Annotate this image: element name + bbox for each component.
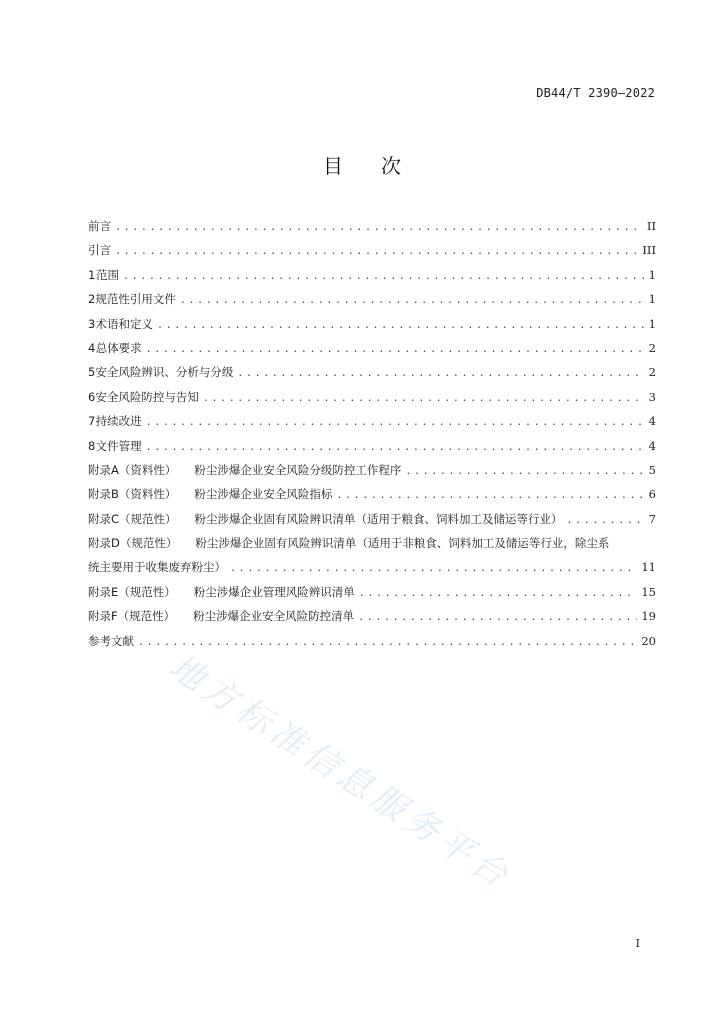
toc-number: 5 — [88, 365, 96, 380]
toc-page: 7 — [648, 511, 656, 526]
appendix-tag: 附录D（规范性） — [88, 536, 178, 551]
page-title — [0, 150, 724, 179]
toc-page: 4 — [648, 414, 656, 429]
toc-leader — [123, 265, 645, 287]
toc-leader — [405, 460, 644, 482]
toc-number: 4 — [88, 340, 96, 355]
title-char-1: 目 — [323, 154, 343, 178]
toc-number: 6 — [88, 389, 96, 404]
toc-number: 7 — [88, 414, 96, 429]
title-char-2: 次 — [381, 154, 401, 178]
watermark: 地方标准信息服务平台 — [161, 646, 520, 899]
document-code: DB44/T 2390—2022 — [536, 86, 655, 100]
toc-leader — [359, 582, 638, 604]
toc-leader — [358, 606, 637, 628]
toc-page: 4 — [648, 438, 656, 453]
toc-number: 8 — [88, 438, 96, 453]
toc-entry-7[interactable]: 7 持续改进 ..... 4 — [88, 409, 656, 433]
toc-leader — [567, 509, 645, 531]
table-of-contents — [88, 214, 656, 653]
toc-page: II — [646, 219, 656, 233]
toc-entry-introduction[interactable]: 引言 ..... III — [88, 238, 656, 262]
toc-page: 2 — [648, 340, 656, 355]
toc-number: 1 — [88, 267, 96, 282]
toc-number: 3 — [88, 316, 96, 331]
toc-number: 2 — [88, 292, 96, 307]
toc-leader — [336, 484, 644, 506]
toc-entry-references[interactable]: 参考文献 ..... 20 — [88, 629, 656, 653]
toc-leader — [203, 387, 645, 409]
toc-entry-4[interactable]: 4 总体要求 ..... 2 — [88, 336, 656, 360]
toc-entry-6[interactable]: 6 安全风险防控与告知 ..... 3 — [88, 385, 656, 409]
toc-entry-3[interactable]: 3 术语和定义 ..... 1 — [88, 312, 656, 336]
toc-leader — [230, 557, 637, 579]
toc-entry-appendix-c[interactable]: 附录C（规范性） 粉尘涉爆企业固有风险辨识清单（适用于粮食、饲料加工及储运等行业） ..... 7 — [88, 507, 656, 531]
appendix-tag: 附录F（规范性） — [88, 609, 176, 624]
toc-page: 5 — [648, 462, 656, 477]
appendix-tag: 附录B（资料性） — [88, 487, 177, 502]
toc-page: 1 — [648, 292, 656, 307]
toc-entry-appendix-d[interactable]: 附录D（规范性） 粉尘涉爆企业固有风险辨识清单（适用于非粮食、饲料加工及储运等行业，除尘系 — [88, 531, 656, 555]
toc-entry-appendix-f[interactable]: 附录F（规范性） 粉尘涉爆企业安全风险防控清单 ..... 19 — [88, 604, 656, 628]
toc-page: 11 — [641, 560, 656, 575]
toc-page: 1 — [648, 267, 656, 282]
toc-leader — [146, 436, 645, 458]
toc-page: III — [642, 243, 656, 258]
toc-leader — [180, 289, 645, 311]
toc-page: 6 — [648, 487, 656, 502]
toc-page: 3 — [648, 389, 656, 404]
toc-entry-appendix-e[interactable]: 附录E（规范性） 粉尘涉爆企业管理风险辨识清单 ..... 15 — [88, 580, 656, 604]
toc-leader — [146, 338, 645, 360]
toc-entry-appendix-b[interactable]: 附录B（资料性） 粉尘涉爆企业安全风险指标 ..... 6 — [88, 482, 656, 506]
appendix-tag: 附录C（规范性） — [88, 511, 177, 526]
toc-leader — [146, 411, 645, 433]
toc-entry-8[interactable]: 8 文件管理 ..... 4 — [88, 434, 656, 458]
appendix-tag: 附录E（规范性） — [88, 584, 176, 599]
toc-leader — [115, 216, 643, 238]
toc-page: 2 — [648, 365, 656, 380]
toc-page: 1 — [648, 316, 656, 331]
toc-leader — [237, 362, 644, 384]
toc-page: 19 — [641, 609, 656, 624]
toc-entry-appendix-d-continued[interactable]: 统主要用于收集废弃粉尘） ..... 11 — [88, 555, 656, 579]
page-number: I — [635, 937, 640, 950]
toc-page: 20 — [641, 633, 656, 648]
toc-leader — [138, 631, 637, 653]
toc-entry-1[interactable]: 1 范围 ..... 1 — [88, 263, 656, 287]
toc-leader — [157, 314, 645, 336]
appendix-tag: 附录A（资料性） — [88, 462, 177, 477]
toc-entry-2[interactable]: 2 规范性引用文件 ..... 1 — [88, 287, 656, 311]
toc-page: 15 — [641, 584, 656, 599]
toc-entry-appendix-a[interactable]: 附录A（资料性） 粉尘涉爆企业安全风险分级防控工作程序 ..... 5 — [88, 458, 656, 482]
toc-entry-foreword[interactable]: 前言 ..... II — [88, 214, 656, 238]
toc-entry-5[interactable]: 5 安全风险辨识、分析与分级 ..... 2 — [88, 360, 656, 384]
toc-leader — [115, 240, 638, 262]
